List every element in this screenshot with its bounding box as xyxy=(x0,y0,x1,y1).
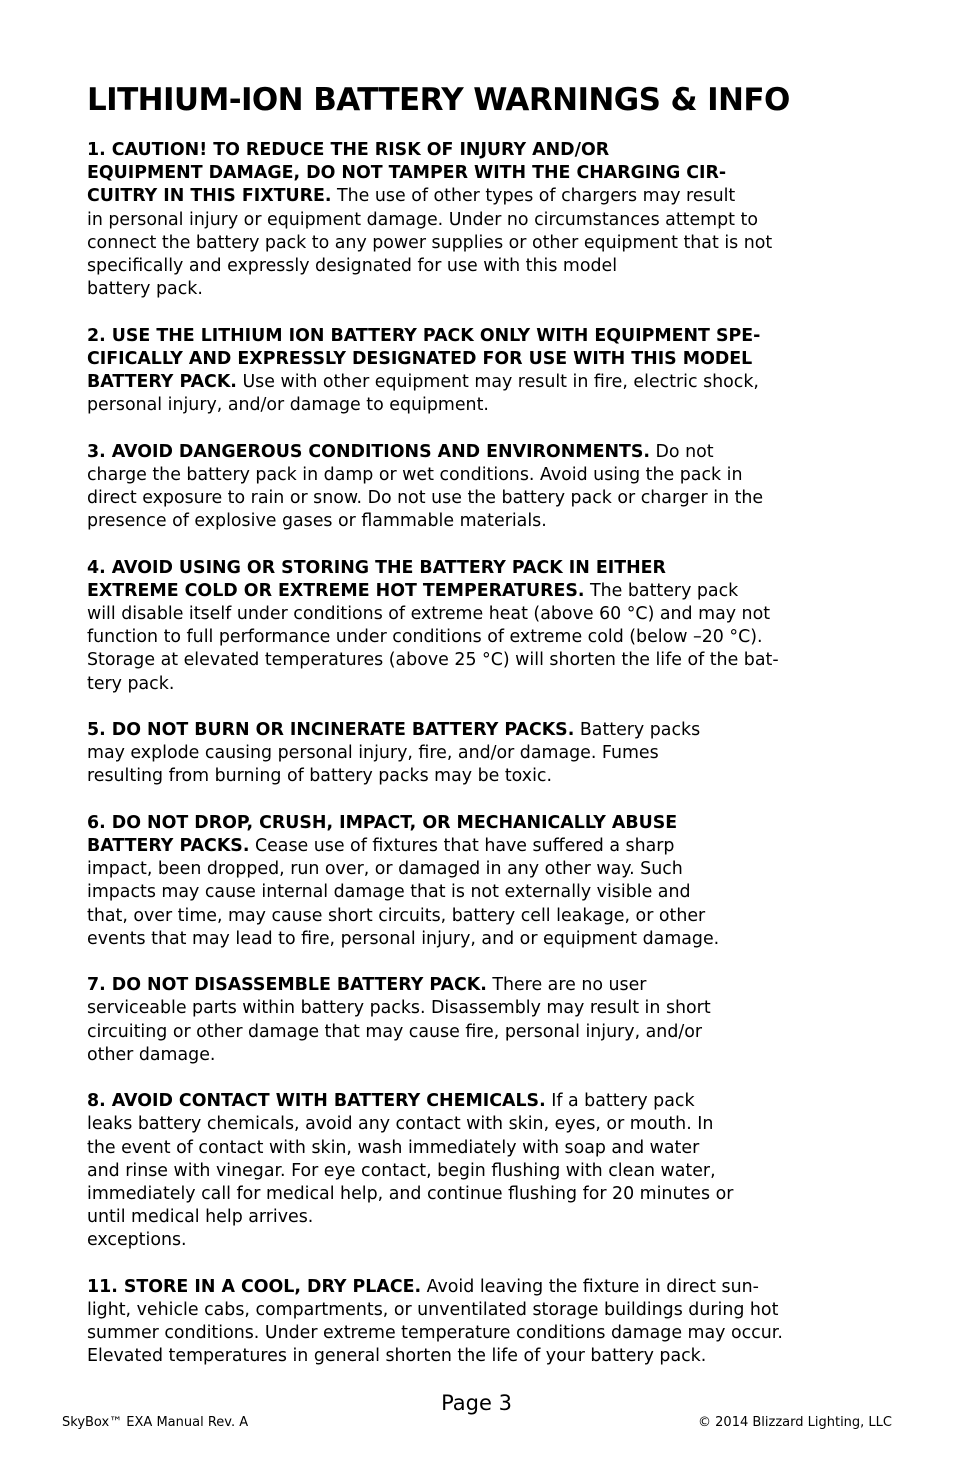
footer-manual-title: SkyBox™ EXA Manual Rev. A xyxy=(62,1415,249,1430)
warning-heading: 4. AVOID USING OR STORING THE BATTERY PACK IN EITHER EXTREME COLD OR EXTREME HOT TEMPERATURES. xyxy=(87,557,666,601)
page-number: Page 3 xyxy=(441,1391,512,1415)
warning-body: The battery pack will disable itself under conditions of extreme heat (above 60 °C) and may not function to full performance under conditions of extreme cold (below –20 °C). Storage at elevated temperatures (above 25 °C) will shorten the life of the bat- tery pack. xyxy=(87,580,779,694)
warnings-list xyxy=(87,139,887,1392)
warning-heading: 1. CAUTION! TO REDUCE THE RISK OF INJURY AND/OR EQUIPMENT DAMAGE, DO NOT TAMPER WITH THE CHARGING CIR- CUITRY IN THIS FIXTURE. xyxy=(87,140,727,207)
warning-body: Use with other equipment may result in fire, electric shock, personal injury, and/or damage to equipment. xyxy=(87,372,759,416)
warning-body: Cease use of fixtures that have suffered a sharp impact, been dropped, run over, or damaged in any other way. Such impacts may cause internal damage that is not externally visible and that, over time, may cause short circuits, battery cell leakage, or other events that may lead to fire, personal injury, and or equipment damage. xyxy=(87,836,720,949)
warning-item-6 xyxy=(87,812,887,951)
warning-item-11 xyxy=(87,1276,887,1369)
warning-heading: 3. AVOID DANGEROUS CONDITIONS AND ENVIRONMENTS. xyxy=(87,441,651,462)
warning-heading: 7. DO NOT DISASSEMBLE BATTERY PACK. xyxy=(87,975,487,996)
warning-body: There are no user serviceable parts within battery packs. Disassembly may result in short circuiting or other damage that may cause fire, personal injury, and/or other damage. xyxy=(87,975,711,1065)
warning-item-5 xyxy=(87,719,887,789)
warning-body: Battery packs may explode causing personal injury, fire, and/or damage. Fumes resulting from burning of battery packs may be toxic. xyxy=(87,720,701,787)
warning-body: Avoid leaving the fixture in direct sun- light, vehicle cabs, compartments, or unventilated storage buildings during hot summer conditions. Under extreme temperature conditions damage may occur. Elevated temperatures in general shorten the life of your battery pack. xyxy=(87,1276,783,1367)
page-title: LITHIUM-ION BATTERY WARNINGS & INFO xyxy=(87,82,790,118)
warning-body: Do not charge the battery pack in damp or wet conditions. Avoid using the pack in direct exposure to rain or snow. Do not use the battery pack or charger in the presence of explosive gases or flammable materials. xyxy=(87,441,764,532)
warning-item-3 xyxy=(87,441,887,534)
warning-heading: 2. USE THE LITHIUM ION BATTERY PACK ONLY WITH EQUIPMENT SPE- CIFICALLY AND EXPRESSLY DESIGNATED FOR USE WITH THIS MODEL BATTERY PACK. xyxy=(87,325,761,393)
warning-body: The use of other types of chargers may result in personal injury or equipment damage. Under no circumstances attempt to connect the battery pack to any power supplies or other equipment that is not specifically and expressly designated for use with this model battery pack. xyxy=(87,186,773,300)
warning-heading: 8. AVOID CONTACT WITH BATTERY CHEMICALS. xyxy=(87,1091,546,1112)
warning-item-4 xyxy=(87,557,887,696)
warning-item-8 xyxy=(87,1090,887,1252)
warning-heading: 6. DO NOT DROP, CRUSH, IMPACT, OR MECHANICALLY ABUSE BATTERY PACKS. xyxy=(87,812,678,857)
warning-heading: 5. DO NOT BURN OR INCINERATE BATTERY PACKS. xyxy=(87,720,575,741)
footer-copyright: © 2014 Blizzard Lighting, LLC xyxy=(698,1415,892,1430)
warning-heading: 11. STORE IN A COOL, DRY PLACE. xyxy=(87,1276,422,1297)
warning-item-7 xyxy=(87,974,887,1067)
warning-item-1 xyxy=(87,139,887,301)
warning-item-2 xyxy=(87,325,887,418)
warning-body: If a battery pack leaks battery chemicals, avoid any contact with skin, eyes, or mouth. In the event of contact with skin, wash immediately with soap and water and rinse with vinegar. For eye contact, begin flushing with clean water, immediately call for medical help, and continue flushing for 20 minutes or until medical help arrives. exceptions. xyxy=(87,1091,734,1251)
